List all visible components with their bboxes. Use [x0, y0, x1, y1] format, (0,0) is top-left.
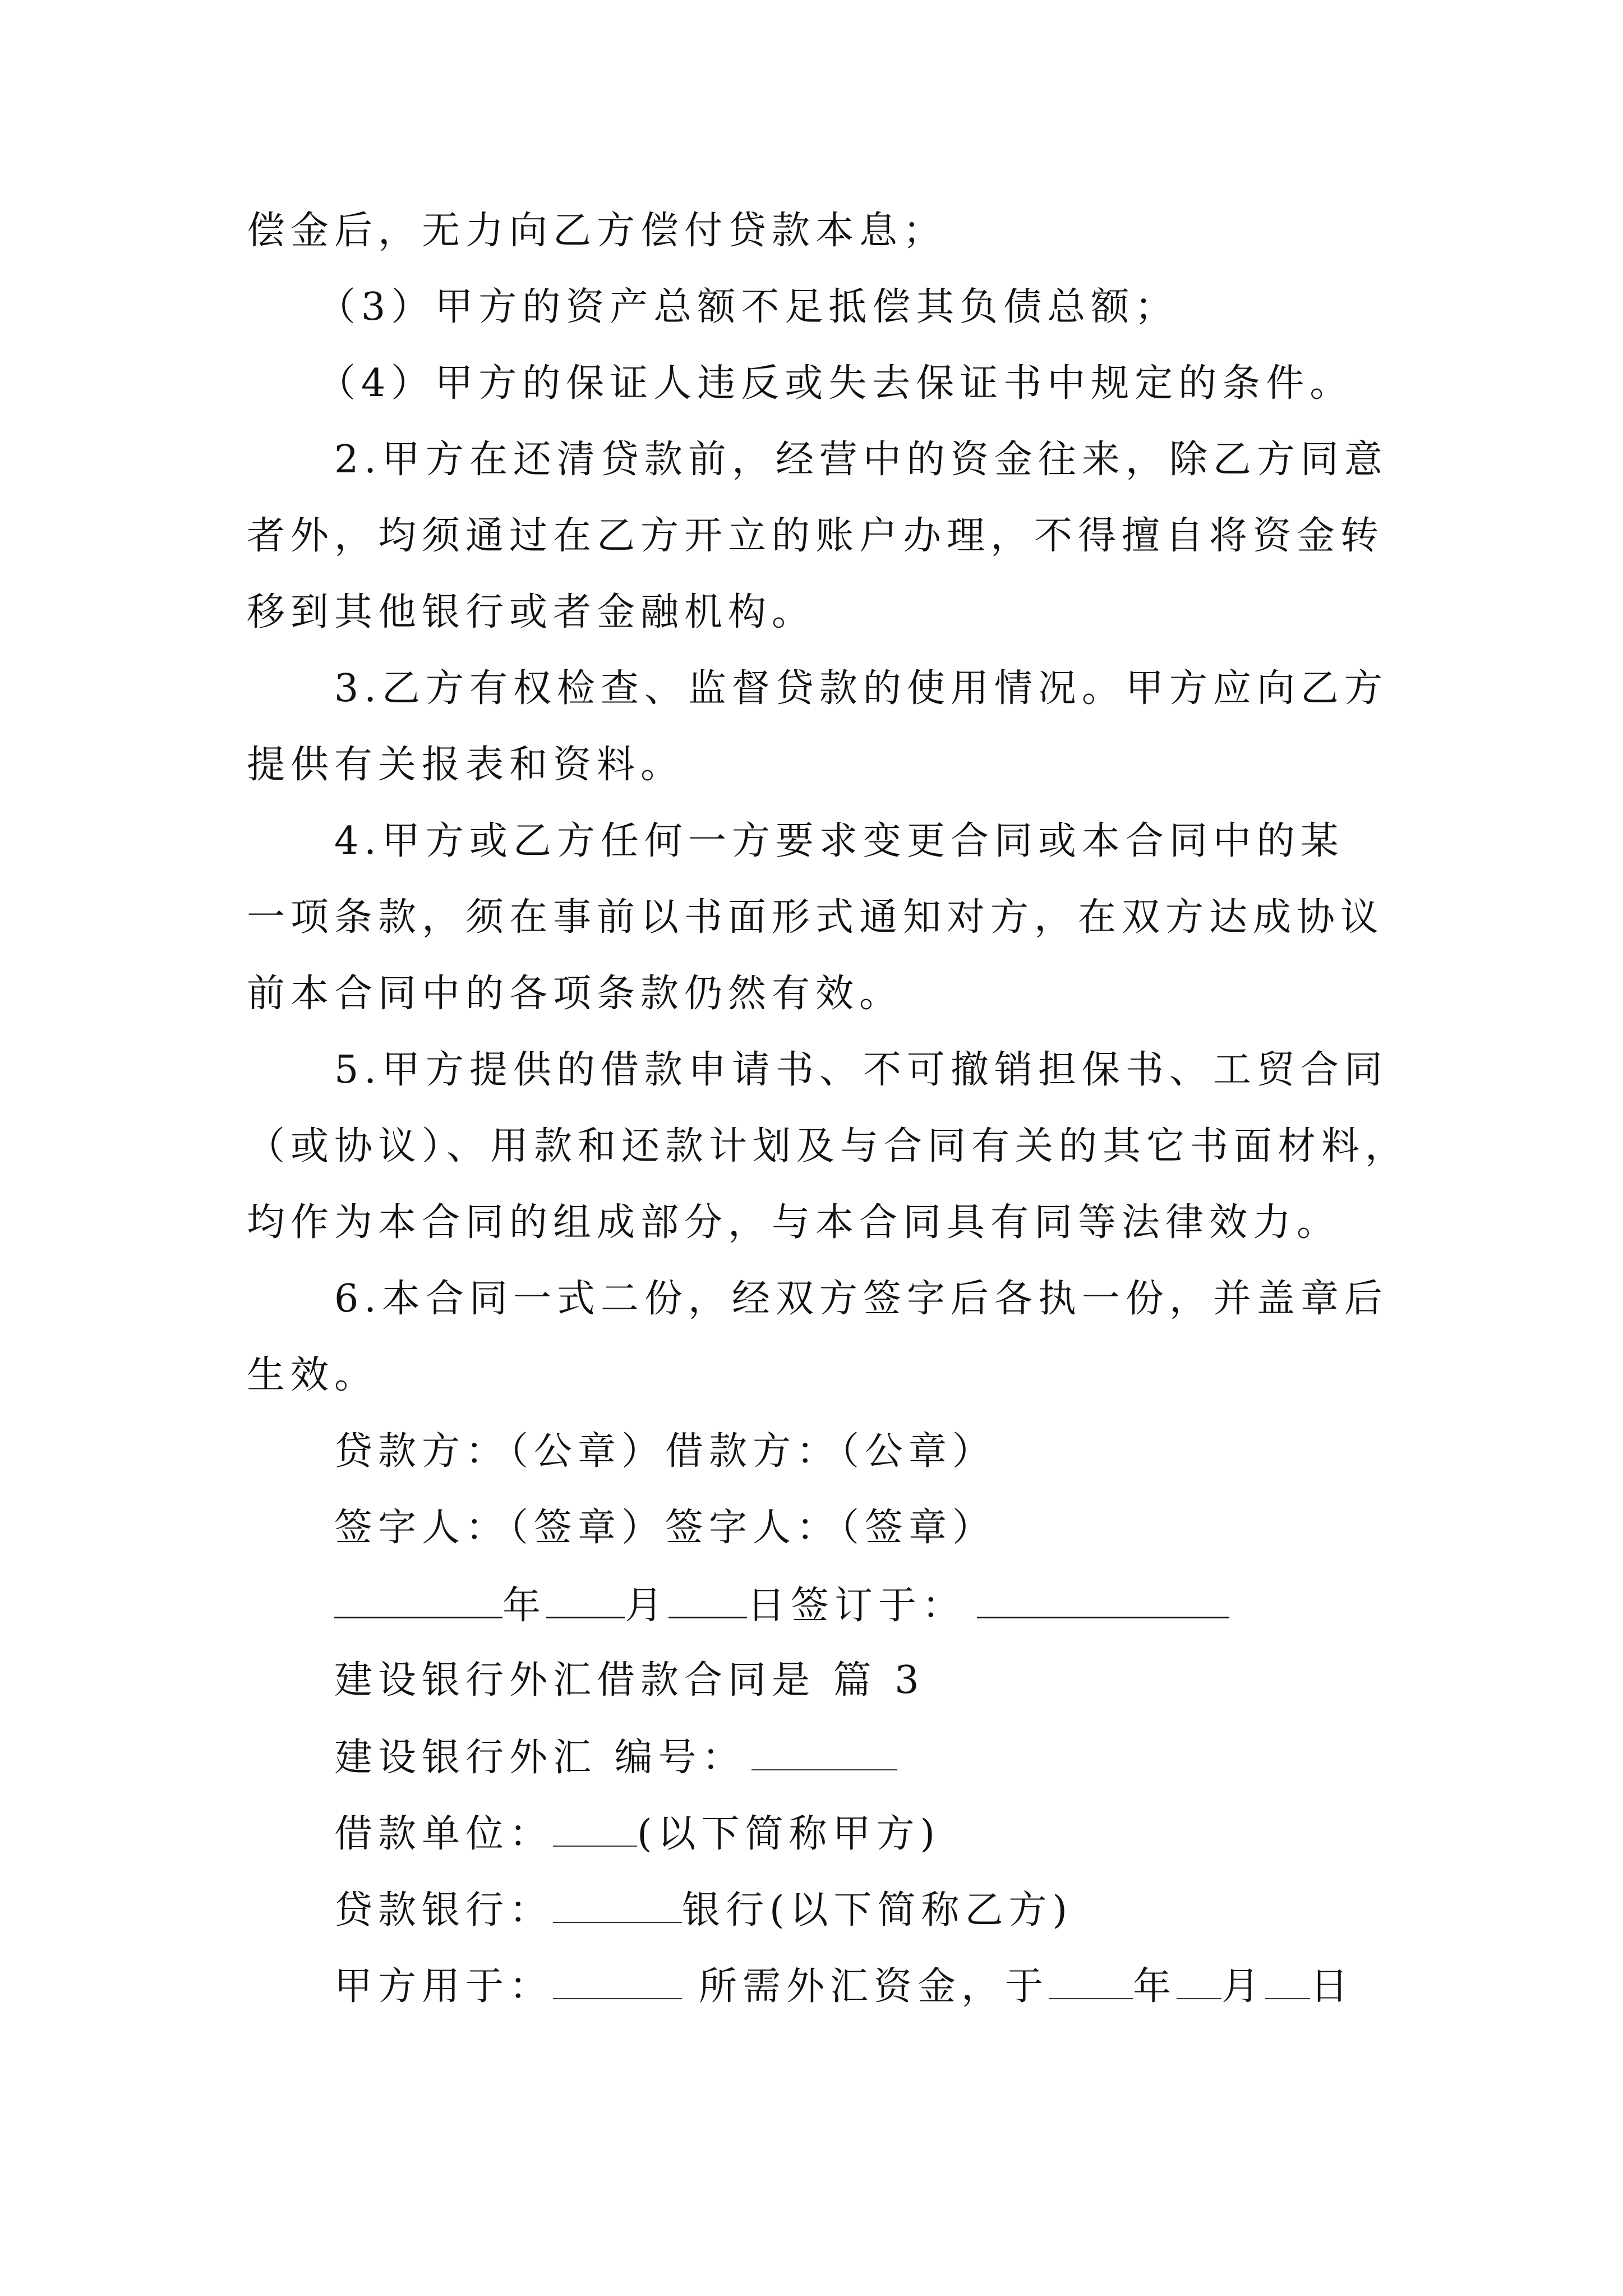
purpose-month-label: 月: [1221, 1964, 1266, 2009]
signatory-line: 签字人：（签章）签字人：（签章）: [334, 1506, 997, 1550]
blank-purpose-year: [1049, 1963, 1133, 1999]
purpose-line: [334, 1963, 1354, 2009]
lender-borrower-seal-line: 贷款方：（公章）借款方：（公章）: [334, 1429, 997, 1474]
section-heading: 建设银行外汇借款合同是 篇 3: [334, 1658, 925, 1703]
text-line-6: 移到其他银行或者金融机构。: [247, 590, 816, 634]
text-line-12: 5.甲方提供的借款申请书、不可撤销担保书、工贸合同: [334, 1048, 1388, 1092]
contract-number-label: 建设银行外汇 编号：: [334, 1736, 746, 1780]
lender-suffix: 银行(以下简称乙方): [682, 1888, 1073, 1932]
text-line-2: （3）甲方的资产总额不足抵偿其负债总额；: [317, 285, 1179, 329]
text-line-15: 6.本合同一式二份，经双方签字后各执一份，并盖章后: [334, 1277, 1388, 1321]
blank-sign-month: [546, 1582, 625, 1618]
sign-month-label: 月: [625, 1584, 669, 1628]
text-line-5: 者外，均须通过在乙方开立的账户办理，不得擅自将资金转: [247, 514, 1385, 558]
contract-number-line: [334, 1734, 897, 1780]
borrower-line: [334, 1811, 940, 1857]
blank-sign-place: [977, 1582, 1229, 1618]
blank-purpose: [553, 1963, 682, 1999]
blank-contract-number: [751, 1734, 897, 1770]
blank-lender: [553, 1887, 682, 1923]
lender-label: 贷款银行：: [334, 1888, 554, 1932]
purpose-middle: 所需外汇资金，于: [699, 1964, 1049, 2009]
purpose-year-label: 年: [1133, 1964, 1177, 2009]
blank-purpose-month: [1177, 1963, 1221, 1999]
text-line-8: 提供有关报表和资料。: [247, 743, 685, 787]
text-line-16: 生效。: [247, 1353, 379, 1397]
text-line-11: 前本合同中的各项条款仍然有效。: [247, 972, 903, 1016]
text-line-3: （4）甲方的保证人违反或失去保证书中规定的条件。: [317, 361, 1354, 406]
borrower-label: 借款单位：: [334, 1812, 554, 1856]
purpose-label: 甲方用于：: [334, 1964, 554, 2009]
blank-sign-day: [668, 1582, 747, 1618]
borrower-suffix: (以下简称甲方): [637, 1812, 941, 1856]
text-line-10: 一项条款，须在事前以书面形式通知对方，在双方达成协议: [247, 895, 1385, 940]
text-line-7: 3.乙方有权检查、监督贷款的使用情况。甲方应向乙方: [334, 666, 1388, 711]
text-line-4: 2.甲方在还清贷款前，经营中的资金往来，除乙方同意: [334, 438, 1388, 482]
blank-borrower: [553, 1811, 637, 1847]
purpose-day-label: 日: [1310, 1964, 1354, 2009]
sign-day-label: 日签订于：: [747, 1584, 966, 1628]
lender-line: [334, 1887, 1073, 1933]
text-line-9: 4.甲方或乙方任何一方要求变更合同或本合同中的某: [334, 819, 1344, 863]
sign-date-line: [334, 1582, 1229, 1628]
sign-year-label: 年: [502, 1584, 547, 1628]
blank-sign-year: [334, 1582, 502, 1618]
text-line-14: 均作为本合同的组成部分，与本合同具有同等法律效力。: [247, 1200, 1341, 1245]
text-line-13: （或协议）、用款和还款计划及与合同有关的其它书面材料，: [247, 1124, 1409, 1168]
blank-purpose-day: [1265, 1963, 1310, 1999]
text-line-1: 偿金后，无力向乙方偿付贷款本息；: [247, 209, 947, 253]
